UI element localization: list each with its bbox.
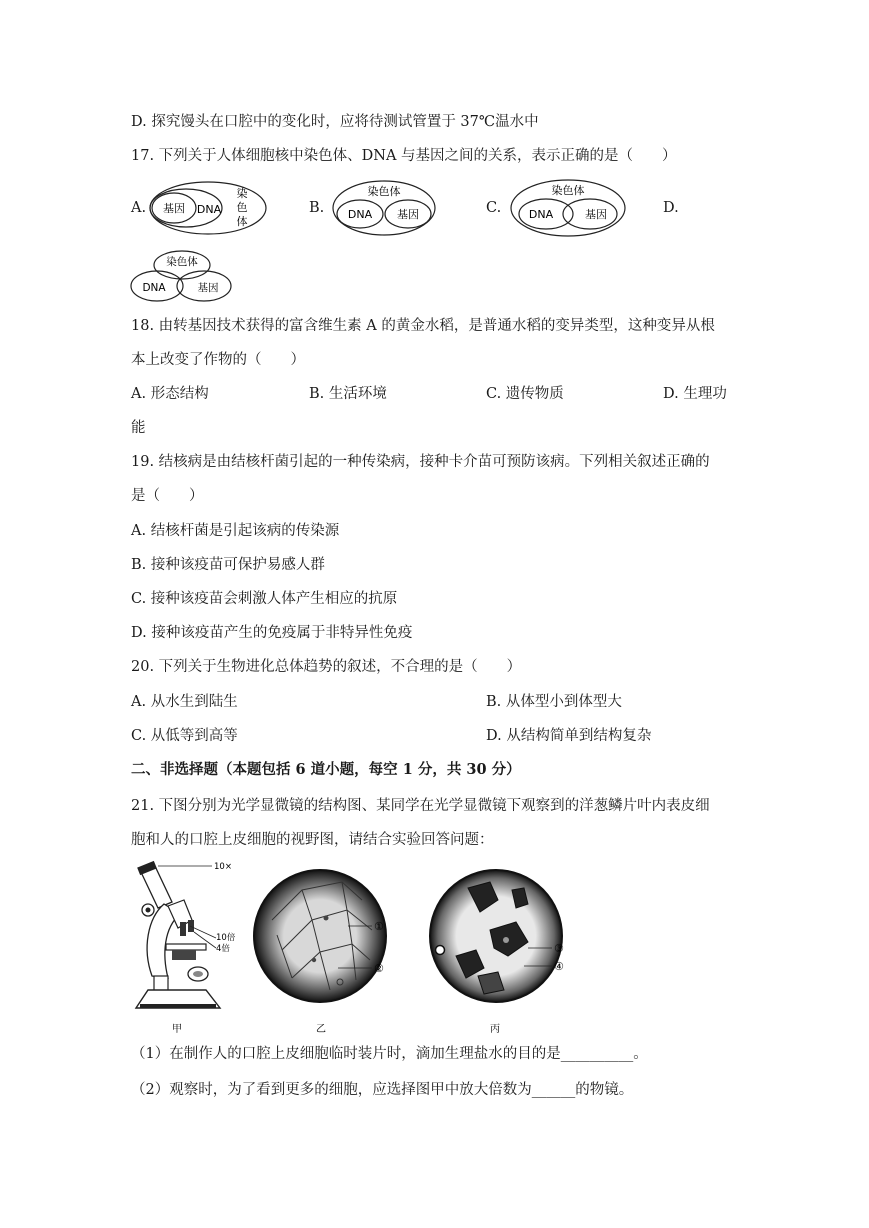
q17a-chrom-text-3: 体 — [236, 215, 248, 228]
q17b-dna-text: DNA — [347, 208, 373, 221]
objective-10x-label: 10倍 — [216, 933, 236, 943]
q18-option-a: A. 形态结构 — [131, 386, 209, 402]
q18-option-d-wrap: 能 — [131, 420, 146, 436]
q19-stem-line2: 是（ ） — [131, 488, 204, 504]
q16-option-d: D. 探究馒头在口腔中的变化时，应将待测试管置于 37℃温水中 — [131, 114, 539, 130]
q17a-dna-text: DNA — [196, 203, 222, 216]
q19-option-d: D. 接种该疫苗产生的免疫属于非特异性免疫 — [131, 625, 413, 641]
q20-stem: 20. 下列关于生物进化总体趋势的叙述，不合理的是（ ） — [131, 659, 522, 675]
q17-diagram-c — [508, 177, 630, 239]
q17b-gene-text: 基因 — [397, 208, 419, 221]
cheek-cell-figure — [428, 860, 598, 1036]
q17c-dna-text: DNA — [528, 208, 554, 221]
q19-option-a: A. 结核杆菌是引起该病的传染源 — [131, 523, 340, 539]
q21-stem-line1: 21. 下图分别为光学显微镜的结构图、某同学在光学显微镜下观察到的洋葱鳞片叶内表皮细 — [131, 798, 710, 814]
q19-option-c: C. 接种该疫苗会刺激人体产生相应的抗原 — [131, 591, 398, 607]
q18-option-d: D. 生理功 — [663, 386, 727, 402]
q17d-dna-text: DNA — [142, 282, 166, 294]
q18-stem-line1: 18. 由转基因技术获得的富含维生素 A 的黄金水稻，是普通水稻的变异类型，这种变异从根 — [131, 318, 715, 334]
fig-bing-label: 丙 — [490, 1024, 500, 1035]
fig-jia-label: 甲 — [172, 1024, 182, 1035]
q21-sub1: （1）在制作人的口腔上皮细胞临时装片时，滴加生理盐水的目的是__________。 — [131, 1046, 648, 1062]
q17d-chrom-text: 染色体 — [166, 256, 198, 268]
eyepiece-label: 10× — [214, 862, 232, 872]
microscope-figure — [128, 858, 244, 1036]
marker-1: ① — [374, 920, 384, 933]
q17-label-d: D. — [663, 200, 679, 216]
q17-diagram-b — [330, 178, 440, 238]
marker-4: ④ — [554, 960, 564, 973]
section2-heading: 二、非选择题（本题包括 6 道小题，每空 1 分，共 30 分） — [131, 761, 521, 778]
q17c-chrom-text: 染色体 — [551, 184, 585, 197]
onion-cell-figure — [252, 860, 422, 1036]
q17-diagram-d — [130, 248, 234, 304]
q18-option-b: B. 生活环境 — [309, 386, 387, 402]
q20-option-d: D. 从结构简单到结构复杂 — [486, 728, 652, 744]
q17-label-c: C. — [486, 200, 502, 216]
q17-diagram-a — [146, 178, 276, 238]
q20-option-a: A. 从水生到陆生 — [131, 694, 238, 710]
q19-stem-line1: 19. 结核病是由结核杆菌引起的一种传染病，接种卡介苗可预防该病。下列相关叙述正确的 — [131, 454, 710, 470]
q21-sub2: （2）观察时，为了看到更多的细胞，应选择图甲中放大倍数为______的物镜。 — [131, 1082, 634, 1098]
q20-option-b: B. 从体型小到体型大 — [486, 694, 622, 710]
objective-4x-label: 4倍 — [216, 944, 230, 954]
q17a-gene-text: 基因 — [163, 202, 185, 215]
q18-option-c: C. 遗传物质 — [486, 386, 564, 402]
q17a-chrom-text-2: 色 — [236, 201, 248, 214]
fig-yi-label: 乙 — [316, 1024, 326, 1035]
q18-stem-line2: 本上改变了作物的（ ） — [131, 352, 305, 368]
q21-stem-line2: 胞和人的口腔上皮细胞的视野图，请结合实验回答问题： — [131, 832, 494, 848]
q17-label-b: B. — [309, 200, 325, 216]
marker-2: ② — [374, 962, 384, 975]
q17a-chrom-text-1: 染 — [236, 187, 248, 200]
q17d-gene-text: 基因 — [197, 282, 219, 294]
q17-label-a: A. — [131, 200, 147, 216]
q17c-gene-text: 基因 — [585, 208, 607, 221]
marker-3: ③ — [554, 942, 564, 955]
q17b-chrom-text: 染色体 — [367, 185, 401, 198]
q17-stem: 17. 下列关于人体细胞核中染色体、DNA 与基因之间的关系，表示正确的是（ ） — [131, 148, 677, 164]
q20-option-c: C. 从低等到高等 — [131, 728, 238, 744]
q19-option-b: B. 接种该疫苗可保护易感人群 — [131, 557, 325, 573]
